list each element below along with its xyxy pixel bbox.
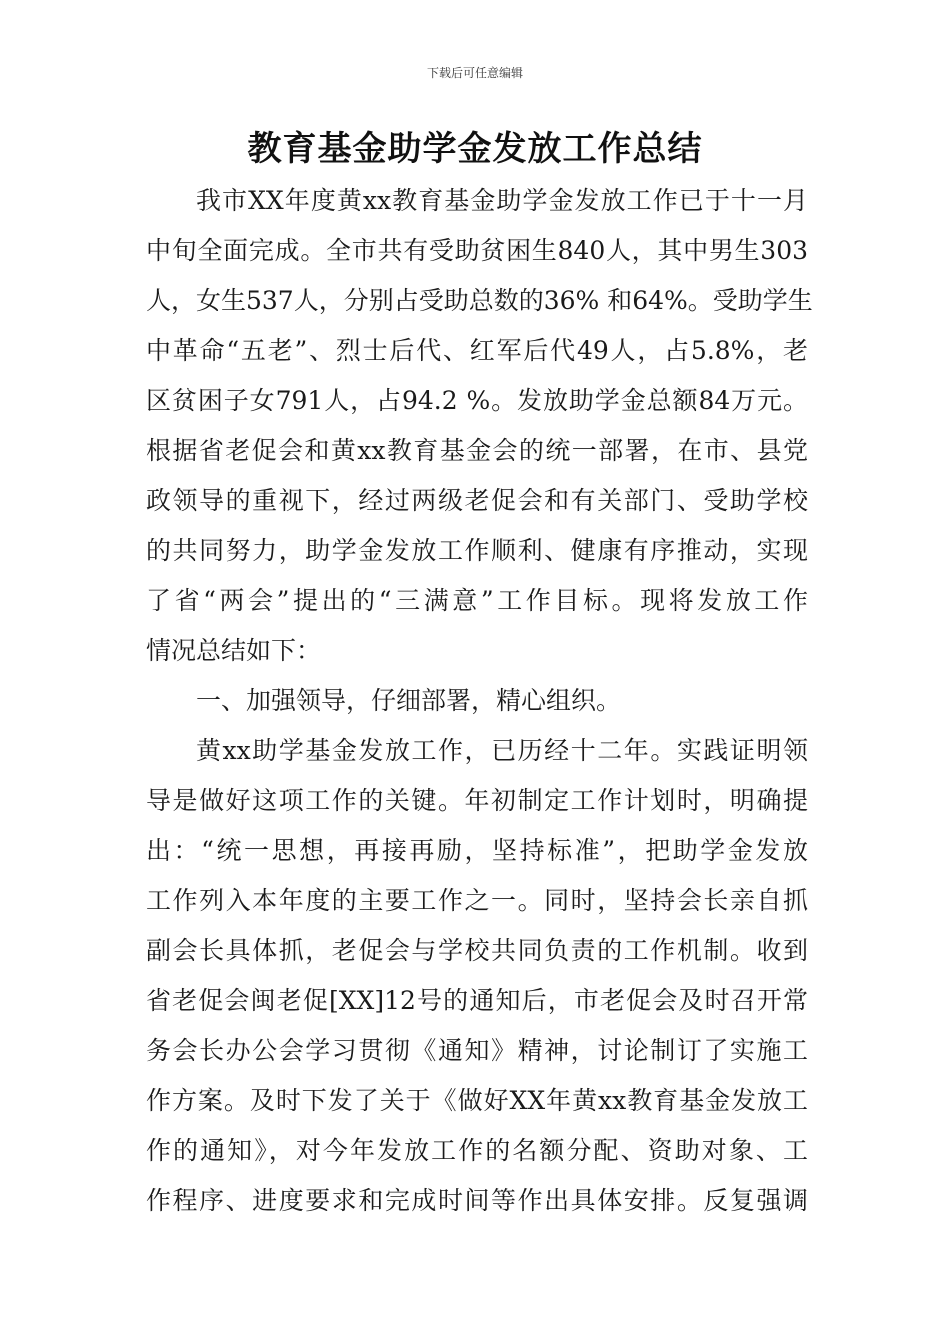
paragraph-line: 了省“两会”提出的“三满意”工作目标。现将发放工作 [146,586,808,615]
paragraph-line: 工作列入本年度的主要工作之一。同时，坚持会长亲自抓 [146,886,808,915]
paragraph-line: 区贫困子女791人，占94.2 %。发放助学金总额84万元。 [146,386,808,415]
paragraph-line: 导是做好这项工作的关键。年初制定工作计划时，明确提 [146,786,808,815]
paragraph-line: 中旬全面完成。全市共有受助贫困生840人，其中男生303 [146,236,808,265]
paragraph-line: 中革命“五老”、烈士后代、红军后代49人，占5.8%，老 [146,336,808,365]
paragraph-line: 人，女生537人，分别占受助总数的36% 和64%。受助学生 [146,286,813,315]
document-title: 教育基金助学金发放工作总结 [247,129,703,169]
paragraph-line: 副会长具体抓，老促会与学校共同负责的工作机制。收到 [146,936,808,965]
document-body [146,176,813,1226]
header-note: 下载后可任意编辑 [426,66,523,80]
paragraph-line: 的共同努力，助学金发放工作顺利、健康有序推动，实现 [146,536,808,565]
paragraph-line: 出：“统一思想，再接再励，坚持标准”，把助学金发放 [146,836,808,865]
paragraph-line: 作方案。及时下发了关于《做好XX年黄xx教育基金发放工 [146,1086,808,1115]
paragraph-line: 我市XX年度黄xx教育基金助学金发放工作已于十一月 [196,186,808,215]
paragraph-line: 省老促会闽老促[XX]12号的通知后，市老促会及时召开常 [146,986,808,1015]
paragraph-line: 务会长办公会学习贯彻《通知》精神，讨论制订了实施工 [146,1036,808,1065]
paragraph-line: 根据省老促会和黄xx教育基金会的统一部署，在市、县党 [146,436,808,465]
paragraph-line: 作的通知》，对今年发放工作的名额分配、资助对象、工 [146,1136,808,1165]
paragraph-line: 黄xx助学基金发放工作，已历经十二年。实践证明领 [196,736,808,765]
paragraph-line: 作程序、进度要求和完成时间等作出具体安排。反复强调 [146,1186,808,1215]
section-heading: 一、加强领导，仔细部署，精心组织。 [196,686,622,715]
paragraph-line: 情况总结如下： [146,636,322,665]
paragraph-line: 政领导的重视下，经过两级老促会和有关部门、受助学校 [146,486,808,515]
